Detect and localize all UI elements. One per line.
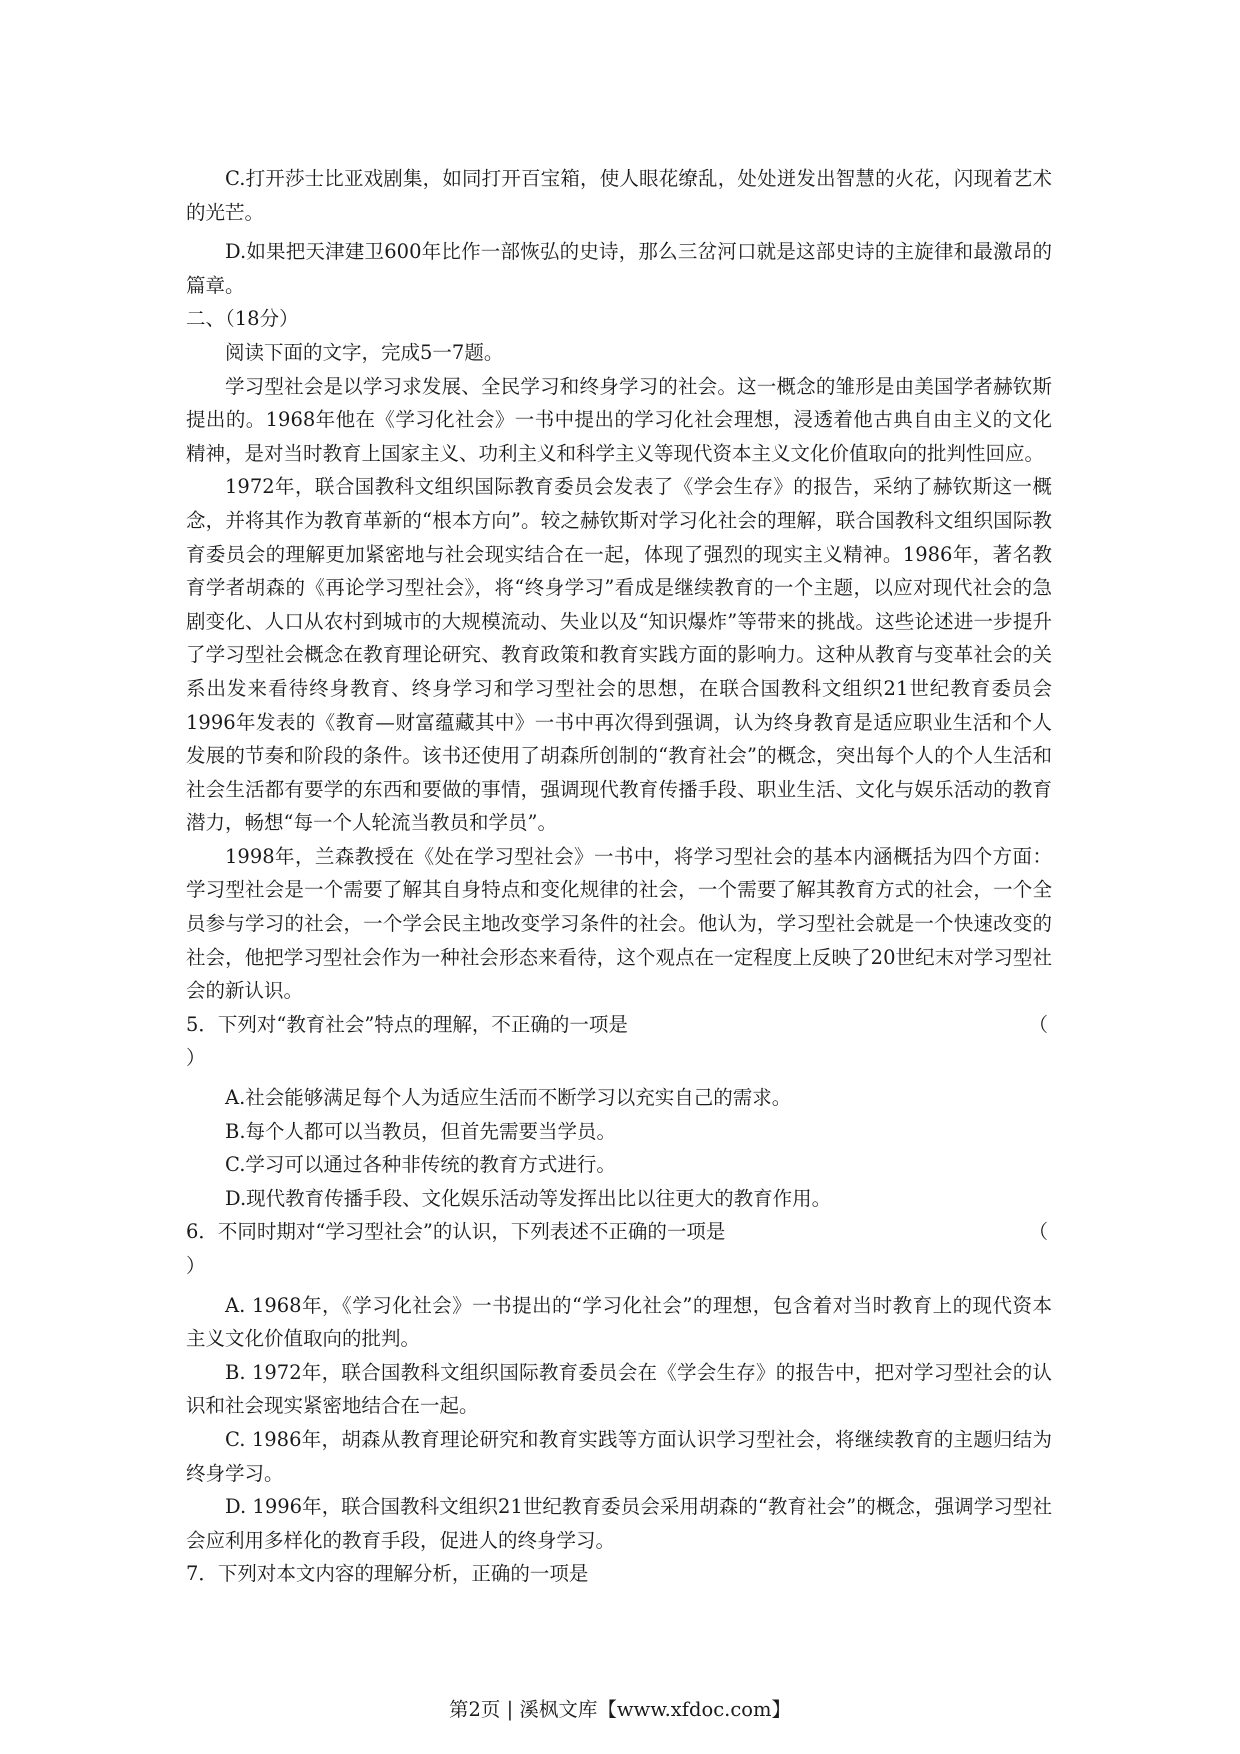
passage-paragraph-2: 1972年，联合国教科文组织国际教育委员会发表了《学会生存》的报告，采纳了赫钦斯这一概念，并将其作为教育革新的“根本方向”。较之赫钦斯对学习化社会的理解，联合国教科文组织国际教育委员会的理解更加紧密地与社会现实结合在一起，体现了强烈的现实主义精神。1986年，著名教育学者胡森的《再论学习型社会》，将“终身学习”看成是继续教育的一个主题，以应对现代社会的急剧变化、人口从农村到城市的大规模流动、失业以及“知识爆炸”等带来的挑战。这些论述进一步提升了学习型社会概念在教育理论研究、教育政策和教育实践方面的影响力。这种从教育与变革社会的关系出发来看待终身教育、终身学习和学习型社会的思想，在联合国教科文组织21世纪教育委员会1996年发表的《教育—财富蕴藏其中》一书中再次得到强调，认为终身教育是适应职业生活和个人发展的节奏和阶段的条件。该书还使用了胡森所创制的“教育社会”的概念，突出每个人的个人生活和社会生活都有要学的东西和要做的事情，强调现代教育传播手段、职业生活、文化与娱乐活动的教育潜力，畅想“每一个人轮流当教员和学员”。	[186, 475, 1052, 835]
q6-option-b: B. 1972年，联合国教科文组织国际教育委员会在《学会生存》的报告中，把对学习型社会的认识和社会现实紧密地结合在一起。	[186, 1360, 1052, 1418]
question-5-stem: 5．下列对“教育社会”特点的理解，不正确的一项是	[186, 1012, 628, 1036]
answer-paren-open: （	[1028, 1012, 1048, 1036]
question-6-stem: 6．不同时期对“学习型社会”的认识，下列表述不正确的一项是	[186, 1220, 726, 1244]
answer-paren-close: ）	[186, 1254, 206, 1277]
answer-paren-close: ）	[186, 1046, 206, 1070]
page-content	[186, 162, 1052, 1591]
passage-paragraph-3: 1998年，兰森教授在《处在学习型社会》一书中，将学习型社会的基本内涵概括为四个方面：学习型社会是一个需要了解其自身特点和变化规律的社会，一个需要了解其教育方式的社会，一个全员参与学习的社会，一个学会民主地改变学习条件的社会。他认为，学习型社会就是一个快速改变的社会，他把学习型社会作为一种社会形态来看待，这个观点在一定程度上反映了20世纪末对学习型社会的新认识。	[186, 844, 1052, 1003]
q6-option-a: A. 1968年，《学习化社会》一书提出的“学习化社会”的理想，包含着对当时教育上的现代资本主义文化价值取向的批判。	[186, 1293, 1052, 1351]
answer-paren-open: （	[1028, 1220, 1048, 1244]
q6-option-c: C. 1986年，胡森从教育理论研究和教育实践等方面认识学习型社会，将继续教育的主题归结为终身学习。	[186, 1427, 1052, 1485]
q4-option-d: D.如果把天津建卫600年比作一部恢弘的史诗，那么三岔河口就是这部史诗的主旋律和最激昂的篇章。	[186, 240, 1052, 297]
reading-instruction: 阅读下面的文字，完成5一7题。	[225, 340, 504, 364]
question-7-stem: 7．下列对本文内容的理解分析，正确的一项是	[186, 1562, 589, 1586]
passage-paragraph-1: 学习型社会是以学习求发展、全民学习和终身学习的社会。这一概念的雏形是由美国学者赫钦斯提出的。1968年他在《学习化社会》一书中提出的学习化社会理想，浸透着他古典自由主义的文化精神，是对当时教育上国家主义、功利主义和科学主义等现代资本主义文化价值取向的批判性回应。	[186, 374, 1052, 465]
section-heading: 二、（18分）	[186, 307, 299, 331]
q6-option-d: D. 1996年，联合国教科文组织21世纪教育委员会采用胡森的“教育社会”的概念，强调学习型社会应利用多样化的教育手段，促进人的终身学习。	[186, 1495, 1052, 1552]
q5-option-d: D.现代教育传播手段、文化娱乐活动等发挥出比以往更大的教育作用。	[225, 1186, 832, 1210]
question-5-stem-row	[186, 1008, 1052, 1042]
question-6-stem-row	[186, 1215, 1052, 1249]
page-footer: 第2页 | 溪枫文库【www.xfdoc.com】	[448, 1698, 792, 1721]
q5-option-b: B.每个人都可以当教员，但首先需要当学员。	[225, 1119, 617, 1143]
q5-option-a: A.社会能够满足每个人为适应生活而不断学习以充实自己的需求。	[225, 1086, 792, 1110]
q4-option-c: C.打开莎士比亚戏剧集，如同打开百宝箱，使人眼花缭乱，处处迸发出智慧的火花，闪现着艺术的光芒。	[186, 167, 1052, 224]
q5-option-c: C.学习可以通过各种非传统的教育方式进行。	[225, 1153, 616, 1177]
